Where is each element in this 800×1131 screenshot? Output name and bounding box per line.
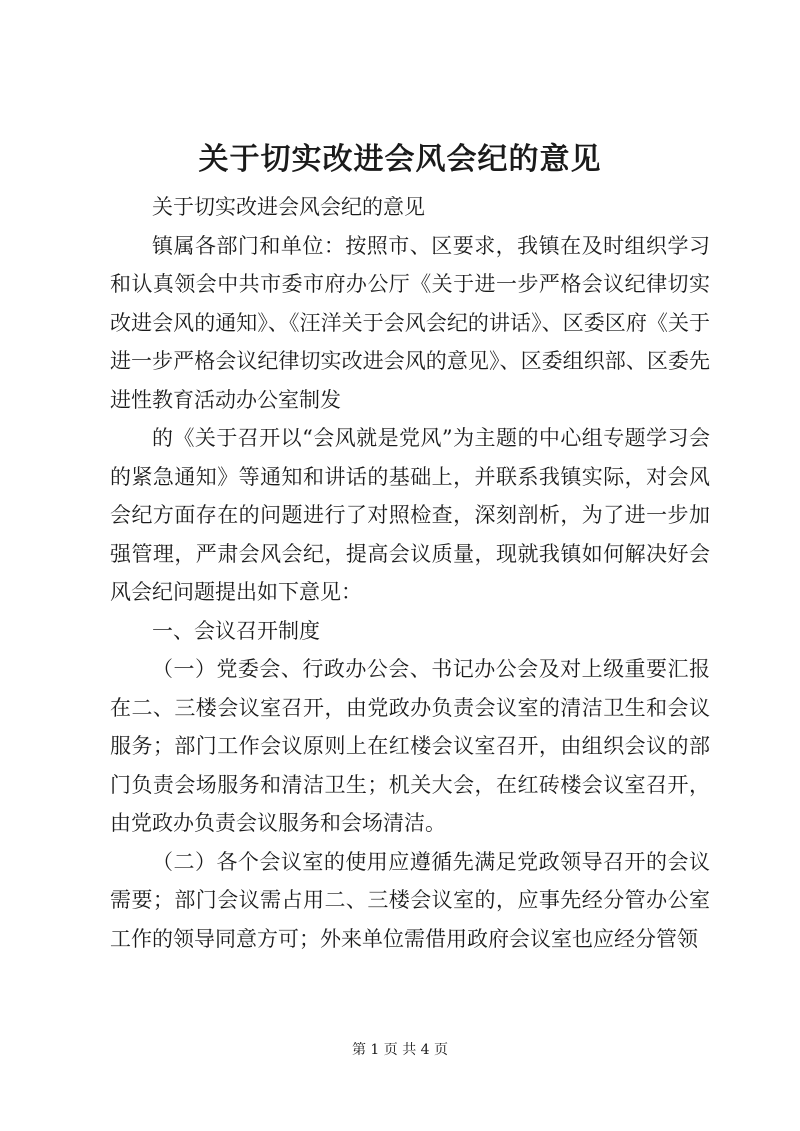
document-title: 关于切实改进会风会纪的意见 [198,142,602,177]
document-body [110,188,710,958]
paragraph-item-1: （一）党委会、行政办公会、书记办公会及对上级重要汇报在二、三楼会议室召开，由党政办负责会议室的清洁卫生和会议服务；部门工作会议原则上在红楼会议室召开，由组织会议的部门负责会场服务和清洁卫生；机关大会，在红砖楼会议室召开，由党政办负责会议服务和会场清洁。 [110,657,710,835]
section-heading: 一、会议召开制度 [152,618,320,643]
page-footer: 第 1 页 共 4 页 [351,1042,449,1058]
paragraph-context: 的《关于召开以“会风就是党风”为主题的中心组专题学习会的紧急通知》等通知和讲话的基础上，并联系我镇实际，对会风会纪方面存在的问题进行了对照检查，深刻剖析，为了进一步加强管理，严肃会风会纪，提高会议质量，现就我镇如何解决好会风会纪问题提出如下意见： [110,426,710,604]
paragraph-subtitle: 关于切实改进会风会纪的意见 [152,195,425,219]
paragraph-intro: 镇属各部门和单位：按照市、区要求，我镇在及时组织学习和认真领会中共市委市府办公厅《关于进一步严格会议纪律切实改进会风的通知》、《汪洋关于会风会纪的讲话》、区委区府《关于进一步严格会议纪律切实改进会风的意见》、区委组织部、区委先进性教育活动办公室制发 [110,233,710,412]
paragraph-item-2: （二）各个会议室的使用应遵循先满足党政领导召开的会议需要；部门会议需占用二、三楼会议室的，应事先经分管办公室工作的领导同意方可；外来单位需借用政府会议室也应经分管领 [110,849,710,951]
